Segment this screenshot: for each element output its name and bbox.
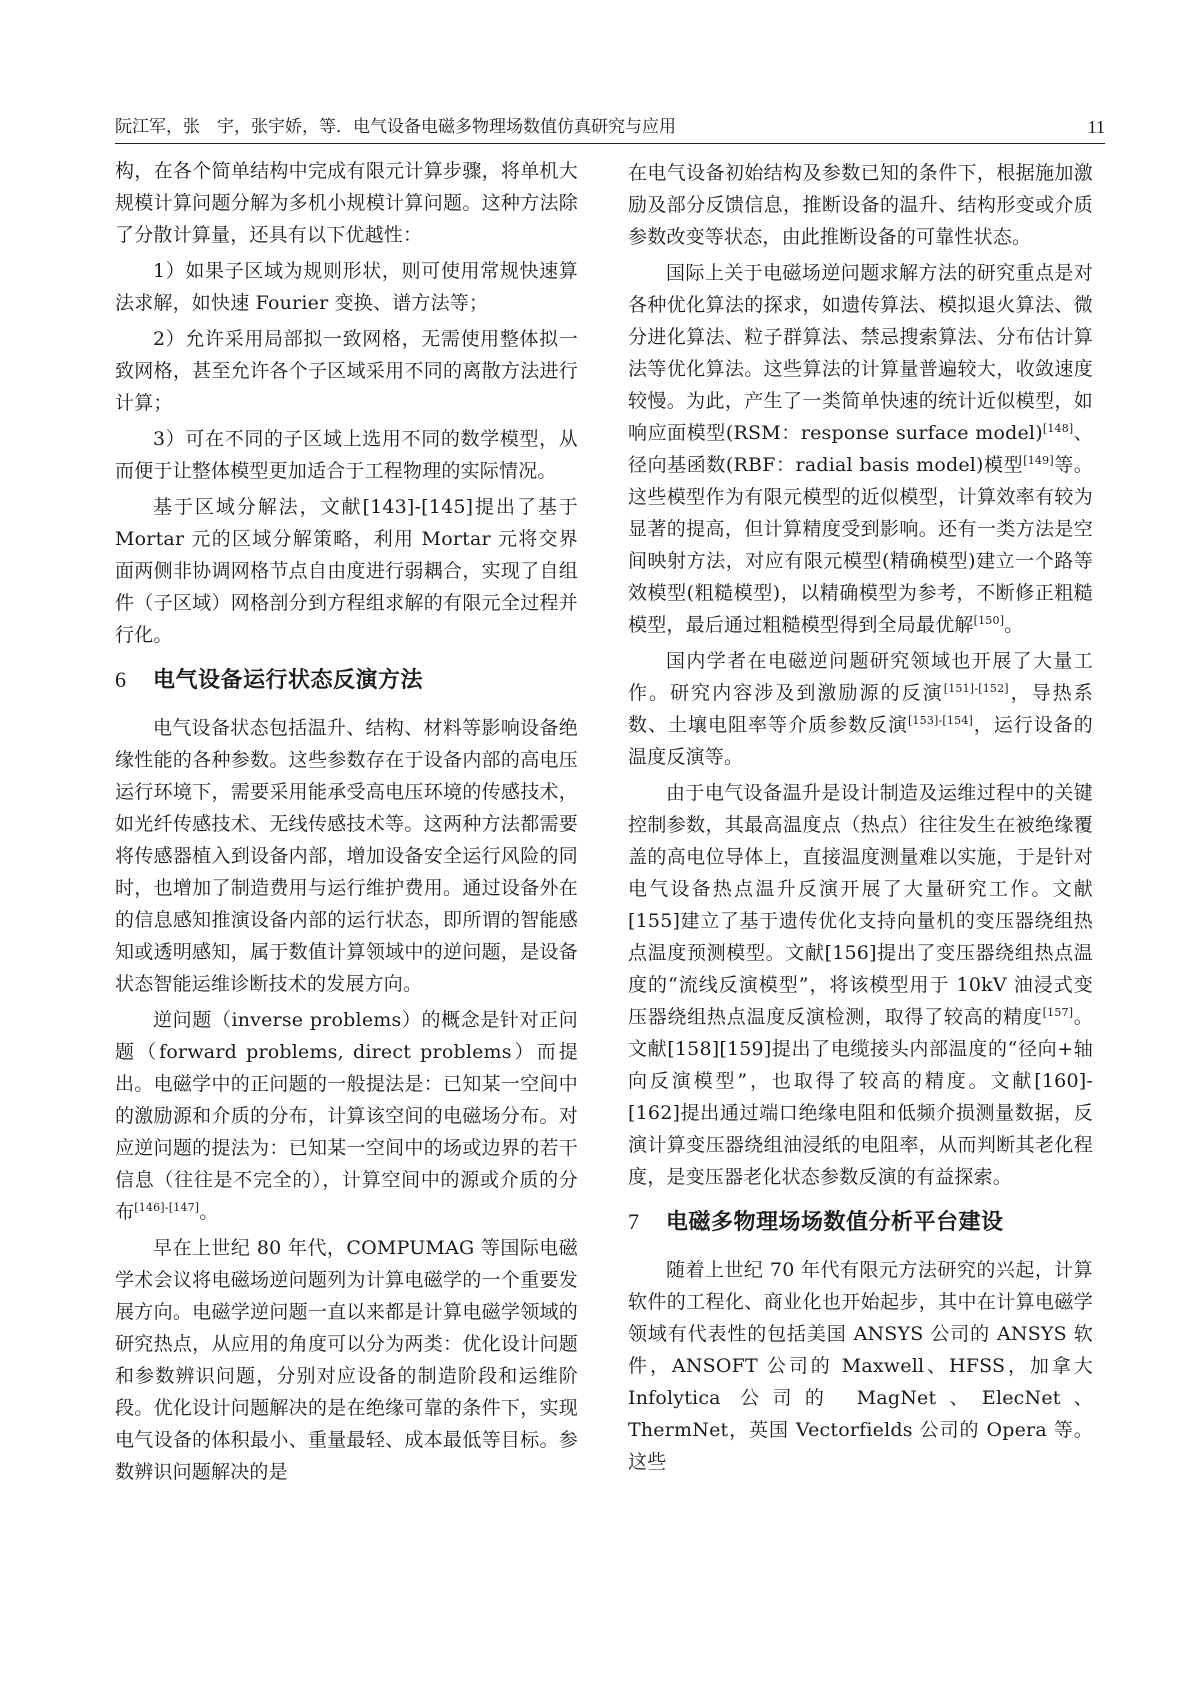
header-rule <box>115 143 1105 144</box>
citation: [153]-[154] <box>907 714 974 727</box>
paragraph: 电气设备状态包括温升、结构、材料等影响设备绝缘性能的各种参数。这些参数存在于设备内部的高电压运行环境下，需要采用能承受高电压环境的传感技术，如光纤传感技术、无线传感技术等。这两种方法都需要将传感器植入到设备内部，增加设备安全运行风险的同时，也增加了制造费用与运行维护费用。通过设备外在的信息感知推演设备内部的运行状态，即所谓的智能感知或透明感知，属于数值计算领域中的逆问题，是设备状态智能运维诊断技术的发展方向。 <box>115 717 578 995</box>
citation: [157] <box>1042 1006 1074 1019</box>
text-run: 国际上关于电磁场逆问题求解方法的研究重点是对各种优化算法的探求，如遗传算法、模拟退火算法、微分进化算法、粒子群算法、禁忌搜索算法、分布估计算法等优化算法。这些算法的计算量普遍较大，收敛速度较慢。为此，产生了一类简单快速的统计近似模型，如响应面模型(RSM：response surface model) <box>628 262 1093 444</box>
text-run: 。 <box>1004 614 1024 636</box>
text-run: ，运行设备的温度反演等。 <box>628 714 1093 768</box>
section-number: 7 <box>628 1209 640 1234</box>
citation: [146]-[147] <box>134 1201 200 1214</box>
paragraph <box>628 645 1093 773</box>
paragraph <box>115 1004 578 1228</box>
paragraph: 早在上世纪 80 年代，COMPUMAG 等国际电磁学术会议将电磁场逆问题列为计算电磁学的一个重要发展方向。电磁学逆问题一直以来都是计算电磁学领域的研究热点，从应用的角度可以分为两类：优化设计问题和参数辨识问题，分别对应设备的制造阶段和运维阶段。优化设计问题解决的是在绝缘可靠的条件下，实现电气设备的体积最小、重量最轻、成本最低等目标。参数辨识问题解决的是 <box>115 1237 578 1483</box>
paragraph: 构，在各个简单结构中完成有限元计算步骤，将单机大规模计算问题分解为多机小规模计算问题。这种方法除了分散计算量，还具有以下优越性： <box>115 160 578 246</box>
paragraph: 在电气设备初始结构及参数已知的条件下，根据施加激励及部分反馈信息，推断设备的温升、结构形变或介质参数改变等状态，由此推断设备的可靠性状态。 <box>628 162 1093 248</box>
paragraph: 基于区域分解法，文献[143]-[145]提出了基于 Mortar 元的区域分解策略，利用 Mortar 元将交界面两侧非协调网格节点自由度进行弱耦合，实现了自组件（子区域）网格剖分到方程组求解的有限元全过程并行化。 <box>115 496 578 646</box>
citation: [150] <box>973 614 1005 627</box>
running-header <box>115 112 1105 142</box>
text-run: 。 <box>199 1201 219 1223</box>
section-title: 电磁多物理场场数值分析平台建设 <box>666 1210 1004 1235</box>
citation: [148] <box>1042 422 1074 435</box>
paragraph <box>628 257 1093 641</box>
list-item: 2）允许采用局部拟一致网格，无需使用整体拟一致网格，甚至允许各个子区域采用不同的离散方法进行计算； <box>115 328 578 414</box>
section-title: 电气设备运行状态反演方法 <box>153 668 424 693</box>
running-title: 阮江军，张 宇，张宇娇，等．电气设备电磁多物理场数值仿真研究与应用 <box>115 117 676 137</box>
text-run: 由于电气设备温升是设计制造及运维过程中的关键控制参数，其最高温度点（热点）往往发生在被绝缘覆盖的高电位导体上，直接温度测量难以实施，于是针对电气设备热点温升反演开展了大量研究工作。文献[155]建立了基于遗传优化支持向量机的变压器绕组热点温度预测模型。文献[156]提出了变压器绕组热点温度的“流线反演模型”，将该模型用于 10kV 油浸式变压器绕组热点温度反演检测，取得了较高的精度 <box>628 782 1093 1028</box>
section-number: 6 <box>115 667 127 692</box>
page-number: 11 <box>1087 117 1105 137</box>
citation: [151]-[152] <box>943 682 1009 695</box>
text-run: 逆问题（inverse problems）的概念是针对正问题（forward problems, direct problems）而提出。电磁学中的正问题的一般提法是：已知某一空间中的激励源和介质的分布，计算该空间的电磁场分布。对应逆问题的提法为：已知某一空间中的场或边界的若干信息（往往是不完全的），计算空间中的源或介质的分布 <box>115 1009 578 1223</box>
paragraph <box>628 777 1093 1193</box>
list-item: 1）如果子区域为规则形状，则可使用常规快速算法求解，如快速 Fourier 变换、谱方法等； <box>115 260 578 314</box>
paragraph: 随着上世纪 70 年代有限元方法研究的兴起，计算软件的工程化、商业化也开始起步，其中在计算电磁学领域有代表性的包括美国 ANSYS 公司的 ANSYS 软件，ANSOFT 公司的 Maxwell、HFSS，加拿大 Infolytica 公司的 MagNet、ElecNet、ThermNet，英国 Vectorfields 公司的 Opera 等。这些 <box>628 1259 1093 1473</box>
section-heading-6 <box>115 665 578 696</box>
text-run: 等。这些模型作为有限元模型的近似模型，计算效率有较为显著的提高，但计算精度受到影响。还有一类方法是空间映射方法，对应有限元模型(精确模型)建立一个路等效模型(粗糙模型)，以精确模型为参考，不断修正粗糙模型，最后通过粗糙模型得到全局最优解 <box>628 454 1093 636</box>
left-column <box>115 155 578 1492</box>
list-item: 3）可在不同的子区域上选用不同的数学模型，从而便于让整体模型更加适合于工程物理的实际情况。 <box>115 428 578 482</box>
text-run: ，导热系数、土壤电阻率等介质参数反演 <box>628 682 1093 736</box>
right-column <box>628 157 1093 1482</box>
text-run: 。文献[158][159]提出了电缆接头内部温度的“径向+轴向反演模型”，也取得了较高的精度。文献[160]-[162]提出通过端口绝缘电阻和低频介损测量数据，反演计算变压器绕组油浸纸的电阻率，从而判断其老化程度，是变压器老化状态参数反演的有益探索。 <box>628 1006 1093 1188</box>
citation: [149] <box>1023 454 1054 467</box>
section-heading-7 <box>628 1207 1093 1238</box>
text-run: 国内学者在电磁逆问题研究领域也开展了大量工作。研究内容涉及到激励源的反演 <box>628 650 1093 704</box>
text-run: 、径向基函数(RBF：radial basis model)模型 <box>628 422 1093 476</box>
